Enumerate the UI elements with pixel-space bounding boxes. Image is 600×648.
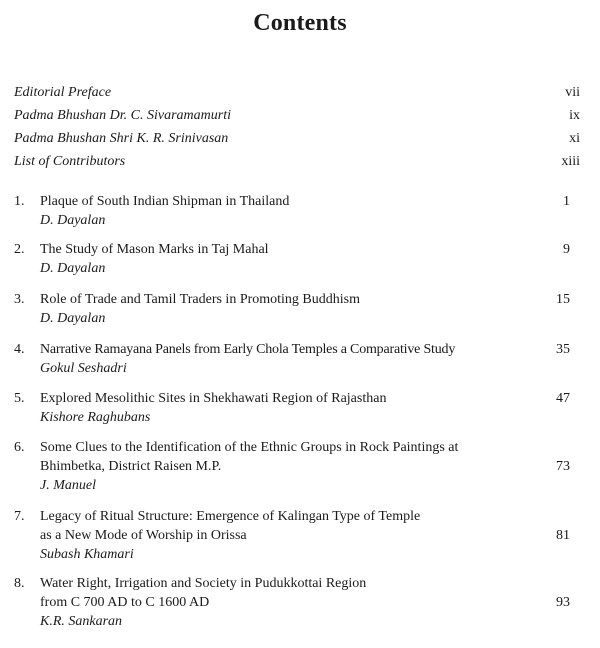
front-matter-label: List of Contributors [14, 154, 126, 169]
entry-author: Gokul Seshadri [40, 361, 127, 376]
entry-author: Kishore Raghubans [40, 410, 151, 425]
entry-title-line: from C 700 AD to C 1600 AD [40, 595, 210, 610]
entry-title-line: Legacy of Ritual Structure: Emergence of Kalingan Type of Temple [40, 509, 421, 524]
entry-title-line: Water Right, Irrigation and Society in Pudukkottai Region [40, 576, 367, 591]
front-matter-item [14, 154, 580, 178]
entry-title-line: Bhimbetka, District Raisen M.P. [40, 459, 222, 474]
front-matter-page: xiii [561, 154, 580, 169]
front-matter-page: vii [565, 85, 580, 100]
entry-page: 47 [556, 391, 570, 406]
entry-page: 93 [556, 595, 570, 610]
toc-entry [14, 576, 580, 636]
entry-number: 5. [14, 391, 25, 406]
entry-number: 7. [14, 509, 25, 524]
entry-number: 6. [14, 440, 25, 455]
entry-title-line: as a New Mode of Worship in Orissa [40, 528, 247, 543]
entry-page: 9 [563, 242, 570, 257]
front-matter-label: Padma Bhushan Dr. C. Sivaramamurti [14, 108, 232, 123]
entry-title-line: Plaque of South Indian Shipman in Thailand [40, 194, 290, 209]
entry-title-line: The Study of Mason Marks in Taj Mahal [40, 242, 269, 257]
entry-number: 2. [14, 242, 25, 257]
front-matter-item [14, 85, 580, 109]
entry-author: D. Dayalan [40, 311, 106, 326]
entry-page: 35 [556, 342, 570, 357]
front-matter-label: Padma Bhushan Shri K. R. Srinivasan [14, 131, 229, 146]
entry-page: 1 [563, 194, 570, 209]
entry-title-line: Narrative Ramayana Panels from Early Chola Temples a Comparative Study [40, 342, 456, 357]
entry-author: J. Manuel [40, 478, 96, 493]
toc-entry [14, 292, 580, 332]
entry-page: 81 [556, 528, 570, 543]
entry-page: 73 [556, 459, 570, 474]
entry-title-line: Role of Trade and Tamil Traders in Promoting Buddhism [40, 292, 360, 307]
entry-title-line: Explored Mesolithic Sites in Shekhawati Region of Rajasthan [40, 391, 387, 406]
entry-page: 15 [556, 292, 570, 307]
toc-entry [14, 242, 580, 282]
toc-entry [14, 391, 580, 431]
entry-number: 1. [14, 194, 25, 209]
front-matter-page: xi [569, 131, 580, 146]
front-matter-label: Editorial Preface [14, 85, 112, 100]
entry-title-line: Some Clues to the Identification of the Ethnic Groups in Rock Paintings at [40, 440, 459, 455]
toc-entry [14, 342, 580, 382]
entry-author: D. Dayalan [40, 261, 106, 276]
entry-author: K.R. Sankaran [40, 614, 123, 629]
toc-entry [14, 509, 580, 569]
toc-entry [14, 440, 580, 500]
entry-number: 3. [14, 292, 25, 307]
entry-number: 4. [14, 342, 25, 357]
front-matter-page: ix [569, 108, 580, 123]
entry-author: D. Dayalan [40, 213, 106, 228]
entry-author: Subash Khamari [40, 547, 134, 562]
toc-entry [14, 194, 580, 234]
front-matter-item [14, 108, 580, 132]
entry-number: 8. [14, 576, 25, 591]
page-title: Contents [253, 10, 347, 36]
front-matter-item [14, 131, 580, 155]
